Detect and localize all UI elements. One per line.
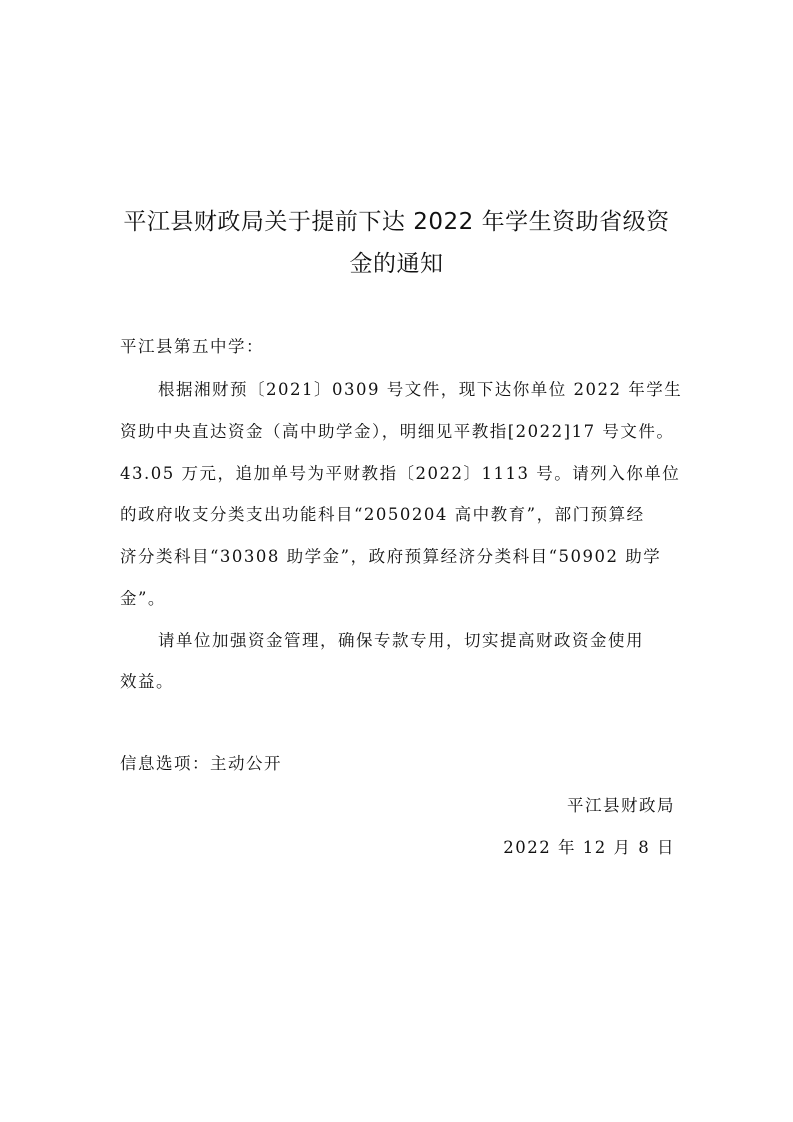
document-title-line-1: 平江县财政局关于提前下达 2022 年学生资助省级资: [123, 209, 670, 235]
salutation: 平江县第五中学：: [120, 337, 264, 356]
document-title-line-2: 金的通知: [349, 251, 444, 277]
disclosure-option: 信息选项：主动公开: [120, 754, 282, 773]
body-paragraph-1-line-1: 根据湘财预〔2021〕0309 号文件，现下达你单位 2022 年学生: [158, 380, 683, 399]
body-paragraph-2-line-2: 效益。: [120, 672, 174, 691]
body-paragraph-2-line-1: 请单位加强资金管理，确保专款专用，切实提高财政资金使用: [158, 631, 644, 650]
body-paragraph-1-line-6: 金”。: [120, 589, 166, 608]
body-paragraph-1-line-4: 的政府收支分类支出功能科目“2050204 高中教育”，部门预算经: [120, 505, 645, 524]
body-paragraph-1-line-2: 资助中央直达资金（高中助学金），明细见平教指[2022]17 号文件。: [120, 422, 675, 441]
body-paragraph-1-line-5: 济分类科目“30308 助学金”，政府预算经济分类科目“50902 助学: [120, 547, 662, 566]
signature-organization: 平江县财政局: [567, 796, 675, 815]
body-paragraph-1-line-3: 43.05 万元，追加单号为平财教指〔2022〕1113 号。请列入你单位: [120, 464, 681, 483]
signature-date: 2022 年 12 月 8 日: [503, 838, 675, 857]
